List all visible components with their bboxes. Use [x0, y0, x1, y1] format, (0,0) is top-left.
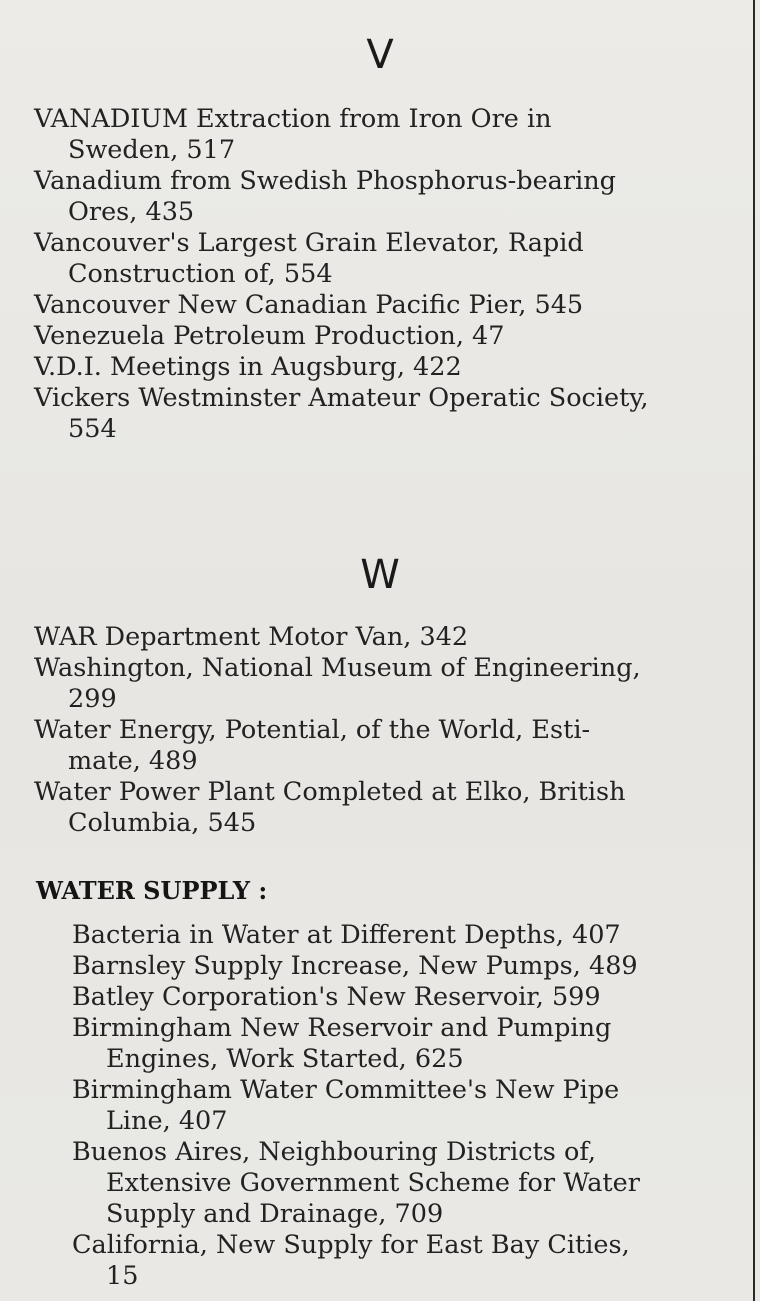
- entry-line: Vancouver New Canadian Pacific Pier, 545: [34, 290, 584, 320]
- section-letter-w: W: [360, 552, 400, 598]
- section-letter-v: V: [366, 32, 394, 78]
- entry-line: Vancouver's Largest Grain Elevator, Rapid: [34, 228, 584, 258]
- entry-line: Batley Corporation's New Reservoir, 599: [72, 982, 601, 1012]
- index-entry-vancouver-pier: [34, 290, 740, 321]
- index-subentry-buenos-aires: [72, 1137, 742, 1230]
- entry-line: Extensive Government Scheme for Water: [106, 1168, 640, 1198]
- entry-line: Columbia, 545: [68, 808, 257, 838]
- entry-line: mate, 489: [68, 746, 198, 776]
- index-entry-water-energy: [34, 715, 740, 777]
- entry-line: Buenos Aires, Neighbouring Districts of,: [72, 1137, 596, 1167]
- water-supply-heading: WATER SUPPLY :: [36, 876, 268, 905]
- entry-line: Birmingham New Reservoir and Pumping: [72, 1013, 612, 1043]
- index-subentry-california: [72, 1230, 742, 1292]
- entry-line: VANADIUM Extraction from Iron Ore in: [34, 104, 552, 134]
- entry-line: 554: [68, 414, 117, 444]
- entry-line: Venezuela Petroleum Production, 47: [34, 321, 505, 351]
- entry-line: Barnsley Supply Increase, New Pumps, 489: [72, 951, 638, 981]
- entry-line: Birmingham Water Committee's New Pipe: [72, 1075, 620, 1105]
- index-subentry-birmingham-pipe: [72, 1075, 742, 1137]
- entry-line: Sweden, 517: [68, 135, 236, 165]
- entry-line: 15: [106, 1261, 139, 1291]
- entry-line: Ores, 435: [68, 197, 195, 227]
- index-entry-water-power-plant: [34, 777, 740, 839]
- index-entry-washington: [34, 653, 740, 715]
- entry-line: V.D.I. Meetings in Augsburg, 422: [34, 352, 462, 382]
- index-subentry-bacteria: [72, 920, 742, 951]
- entry-line: Engines, Work Started, 625: [106, 1044, 464, 1074]
- entry-line: California, New Supply for East Bay Cities,: [72, 1230, 630, 1260]
- index-entry-vdi: [34, 352, 740, 383]
- entry-line: Supply and Drainage, 709: [106, 1199, 444, 1229]
- entry-line: WAR Department Motor Van, 342: [34, 622, 469, 652]
- entry-line: Water Power Plant Completed at Elko, British: [34, 777, 626, 807]
- index-entry-vickers: [34, 383, 740, 445]
- entry-line: Vickers Westminster Amateur Operatic Society,: [34, 383, 649, 413]
- index-subentry-birmingham-reservoir: [72, 1013, 742, 1075]
- entry-line: 299: [68, 684, 117, 714]
- entry-line: Bacteria in Water at Different Depths, 407: [72, 920, 621, 950]
- entry-line: Washington, National Museum of Engineering,: [34, 653, 641, 683]
- index-entry-war-department: [34, 622, 740, 653]
- right-edge-rule: [753, 0, 755, 1301]
- entry-line: Vanadium from Swedish Phosphorus-bearing: [34, 166, 616, 196]
- index-entry-vanadium-swedish: [34, 166, 740, 228]
- index-entry-vancouver-grain: [34, 228, 740, 290]
- entry-line: Line, 407: [106, 1106, 228, 1136]
- index-entry-venezuela: [34, 321, 740, 352]
- index-subentry-batley: [72, 982, 742, 1013]
- entry-line: Construction of, 554: [68, 259, 333, 289]
- index-entry-vanadium-extraction: [34, 104, 740, 166]
- index-subentry-barnsley: [72, 951, 742, 982]
- entry-line: Water Energy, Potential, of the World, Esti-: [34, 715, 591, 745]
